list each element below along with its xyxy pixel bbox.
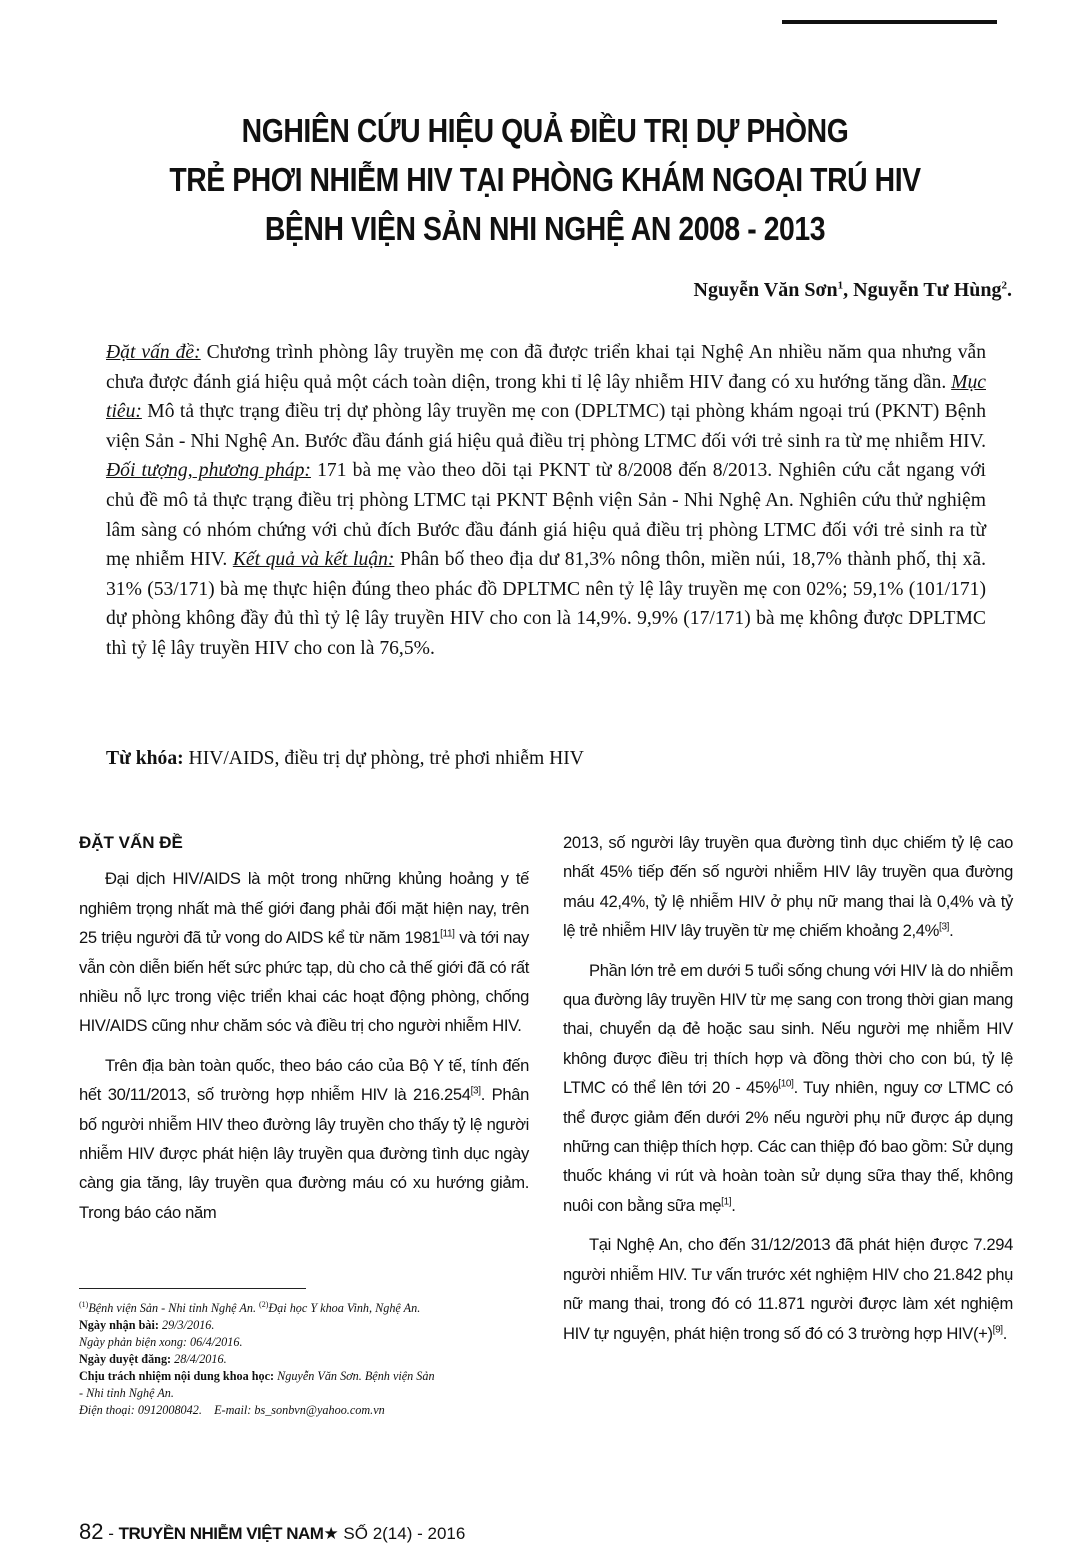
- author-2: Nguyễn Tư Hùng: [853, 279, 1002, 301]
- paragraph-1: [79, 864, 529, 1040]
- author-1: Nguyễn Văn Sơn: [693, 279, 838, 301]
- abstract-lead-objective: Mục tiêu:: [106, 371, 986, 423]
- abstract-lead-results: Kết quả và kết luận:: [232, 549, 395, 571]
- responsible-author: [79, 1368, 529, 1385]
- responsible-label: Chịu trách nhiệm nội dung khoa học:: [79, 1369, 275, 1384]
- article-title: [145, 106, 945, 253]
- paragraph-4-text: Phần lớn trẻ em dưới 5 tuổi sống chung với HIV là do nhiễm qua đường lây truyền HIV từ mẹ sang con trong thời gian mang thai, chuyển dạ đẻ hoặc sau sinh. Nếu người mẹ nhiễm HIV không được điều trị thích hợp và đồng thời cho con bú, tỷ lệ LTMC có thể lên tới 20 - 45%: [563, 960, 1013, 1098]
- journal-issue: SỐ 2(14) - 2016: [338, 1524, 466, 1543]
- citation: [11]: [440, 928, 455, 940]
- accepted-value: 28/4/2016.: [171, 1352, 227, 1367]
- accepted-date: [79, 1351, 529, 1368]
- keywords-label: Từ khóa:: [106, 748, 184, 769]
- journal-name: TRUYỀN NHIỄM VIỆT NAM: [118, 1524, 324, 1543]
- responsible-value: Nguyễn Văn Sơn. Bệnh viện Sản: [274, 1369, 435, 1384]
- abstract-lead-background: Đặt vấn đề:: [106, 342, 201, 363]
- body-column-left: [79, 828, 529, 1237]
- contact-line: [79, 1402, 529, 1419]
- affiliation-1-marker: (1): [79, 1300, 89, 1309]
- citation: [1]: [721, 1196, 732, 1208]
- reviewed-label: Ngày phản biện xong:: [79, 1335, 187, 1350]
- received-value: 29/3/2016.: [158, 1318, 215, 1333]
- paragraph-4: [563, 956, 1013, 1221]
- paragraph-3-end: .: [949, 921, 954, 941]
- accepted-label: Ngày duyệt đăng:: [79, 1352, 172, 1367]
- paragraph-5: [563, 1230, 1013, 1348]
- page-footer: [79, 1519, 465, 1545]
- affiliation-1: Bệnh viện Sản - Nhi tỉnh Nghệ An.: [88, 1301, 260, 1316]
- keywords-text: HIV/AIDS, điều trị dự phòng, trẻ phơi nhiễm HIV: [183, 748, 584, 769]
- author-end: .: [1007, 279, 1012, 301]
- reviewed-date: [79, 1334, 529, 1351]
- author-separator: ,: [843, 279, 854, 301]
- page-number: 82: [79, 1519, 104, 1544]
- citation: [3]: [939, 921, 950, 933]
- reviewed-value: 06/4/2016.: [186, 1335, 243, 1350]
- abstract-results: Phân bố theo địa dư 81,3% nông thôn, miền núi, 18,7% thành phố, thị xã. 31% (53/171) bà mẹ thực hiện đúng theo phác đồ DPLTMC nên tỷ lệ lây truyền mẹ con 02%; 59,1% (101/171) dự phòng không đầy đủ thì tỷ lệ lây truyền HIV cho con là 14,9%. 9,9% (17/171) bà mẹ không được DPLTMC thì tỷ lệ lây truyền HIV cho con là 76,5%.: [106, 549, 986, 659]
- paragraph-4-end: .: [731, 1195, 736, 1215]
- footer-separator: -: [103, 1524, 119, 1543]
- title-line-2: TRẺ PHƠI NHIỄM HIV TẠI PHÒNG KHÁM NGOẠI TRÚ HIV: [169, 161, 921, 198]
- paragraph-2-text-cont: . Phân bố người nhiễm HIV theo đường lây truyền cho thấy tỷ lệ người nhiễm HIV được phát hiện lây truyền qua đường tình dục ngày càng gia tăng, lây truyền qua đường máu có xu hướng giảm. Trong báo cáo năm: [79, 1085, 530, 1222]
- section-heading: ĐẶT VẤN ĐỀ: [79, 833, 183, 852]
- received-date: [79, 1317, 529, 1334]
- author-2-affiliation: 2: [1001, 279, 1007, 292]
- footnote-rule: [79, 1288, 306, 1289]
- author-1-affiliation: 1: [837, 279, 844, 292]
- top-rule: [782, 20, 997, 24]
- contact-email[interactable]: E-mail: bs_sonbvn@yahoo.com.vn: [214, 1403, 385, 1418]
- affiliation-2-marker: (2): [259, 1300, 269, 1309]
- abstract-objective: Mô tả thực trạng điều trị dự phòng lây truyền mẹ con (DPLTMC) tại phòng khám ngoại trú (PKNT) Bệnh viện Sản - Nhi Nghệ An. Bước đầu đánh giá hiệu quả điều trị phòng LTMC đối với trẻ sinh ra từ mẹ nhiễm HIV.: [106, 401, 987, 452]
- affiliation-2: Đại học Y khoa Vinh, Nghệ An.: [268, 1301, 421, 1316]
- abstract-text: [106, 338, 986, 664]
- responsible-author-cont: [79, 1385, 529, 1402]
- abstract-lead-methods: Đối tượng, phương pháp:: [106, 460, 311, 482]
- paragraph-1-text: Đại dịch HIV/AIDS là một trong những khủng hoảng y tế nghiêm trọng nhất mà thế giới đang phải đối mặt hiện nay, trên 25 triệu người đã tử vong do AIDS kể từ năm 1981: [79, 869, 529, 948]
- paragraph-5-text: Tại Nghệ An, cho đến 31/12/2013 đã phát hiện được 7.294 người nhiễm HIV. Tư vấn trước xét nghiệm HIV cho 21.842 phụ nữ mang thai, trong đó có 11.871 người được làm xét nghiệm HIV tự nguyện, phát hiện trong số đó có 3 trường hợp HIV(+): [563, 1235, 1013, 1343]
- citation: [9]: [992, 1323, 1003, 1335]
- title-line-1: NGHIÊN CỨU HIỆU QUẢ ĐIỀU TRỊ DỰ PHÒNG: [241, 112, 849, 149]
- received-label: Ngày nhận bài:: [79, 1318, 159, 1333]
- paragraph-1-text-cont: và tới nay vẫn còn diễn biến hết sức phức tạp, dù cho cả thế giới đã có rất nhiều nỗ lực trong việc triển khai các hoạt động phòng, chống HIV/AIDS cũng như chăm sóc và điều trị cho người nhiễm HIV.: [79, 928, 529, 1036]
- affiliations: [79, 1296, 529, 1317]
- body-column-right: [563, 828, 1013, 1358]
- author-list: [694, 279, 1012, 302]
- keywords: [106, 744, 986, 774]
- abstract-methods: 171 bà mẹ vào theo dõi tại PKNT từ 8/2008 đến 8/2013. Nghiên cứu cắt ngang với chủ đề mô tả thực trạng điều trị phòng LTMC tại PKNT Bệnh viện Sản - Nhi Nghệ An. Nghiên cứu thử nghiệm lâm sàng có nhóm chứng với chủ đích Bước đầu đánh giá hiệu quả điều trị phòng LTMC đối với trẻ sinh ra từ mẹ nhiễm HIV.: [106, 460, 986, 571]
- abstract-background: Chương trình phòng lây truyền mẹ con đã được triển khai tại Nghệ An nhiều năm qua nhưng vẫn chưa được đánh giá hiệu quả một cách toàn diện, trong khi tỉ lệ lây nhiễm HIV đang có xu hướng tăng dần.: [106, 342, 986, 393]
- contact-phone: Điện thoại: 0912008042.: [79, 1403, 202, 1418]
- paragraph-5-end: .: [1002, 1323, 1008, 1343]
- footnotes: [79, 1296, 529, 1419]
- abstract: [106, 338, 986, 664]
- paragraph-2-text: Trên địa bàn toàn quốc, theo báo cáo của Bộ Y tế, tính đến hết 30/11/2013, số trường hợp nhiễm HIV là 216.254: [79, 1055, 529, 1105]
- paragraph-4-text-cont: . Tuy nhiên, nguy cơ LTMC có thể được giảm đến dưới 2% nếu người phụ nữ được áp dụng những can thiệp thích hợp. Các can thiệp đó bao gồm: Sử dụng thuốc kháng vi rút và hoàn toàn sử dụng sữa thay thế, không nuôi con bằng sữa mẹ: [563, 1078, 1013, 1215]
- paragraph-3: [563, 828, 1013, 946]
- paragraph-3-text: 2013, số người lây truyền qua đường tình dục chiếm tỷ lệ cao nhất 45% tiếp đến số người nhiễm HIV lây truyền qua đường máu 42,4%, tỷ lệ nhiễm HIV ở phụ nữ mang thai là 0,4% và tỷ lệ trẻ nhiễm HIV lây truyền từ mẹ chiếm khoảng 2,4%: [563, 833, 1013, 941]
- responsible-value-cont: - Nhi tỉnh Nghệ An.: [79, 1386, 174, 1401]
- paragraph-2: [79, 1051, 529, 1227]
- title-line-3: BỆNH VIỆN SẢN NHI NGHỆ AN 2008 - 2013: [264, 210, 826, 247]
- star-icon: ★: [323, 1524, 339, 1543]
- citation: [10]: [778, 1078, 794, 1090]
- citation: [3]: [470, 1085, 481, 1097]
